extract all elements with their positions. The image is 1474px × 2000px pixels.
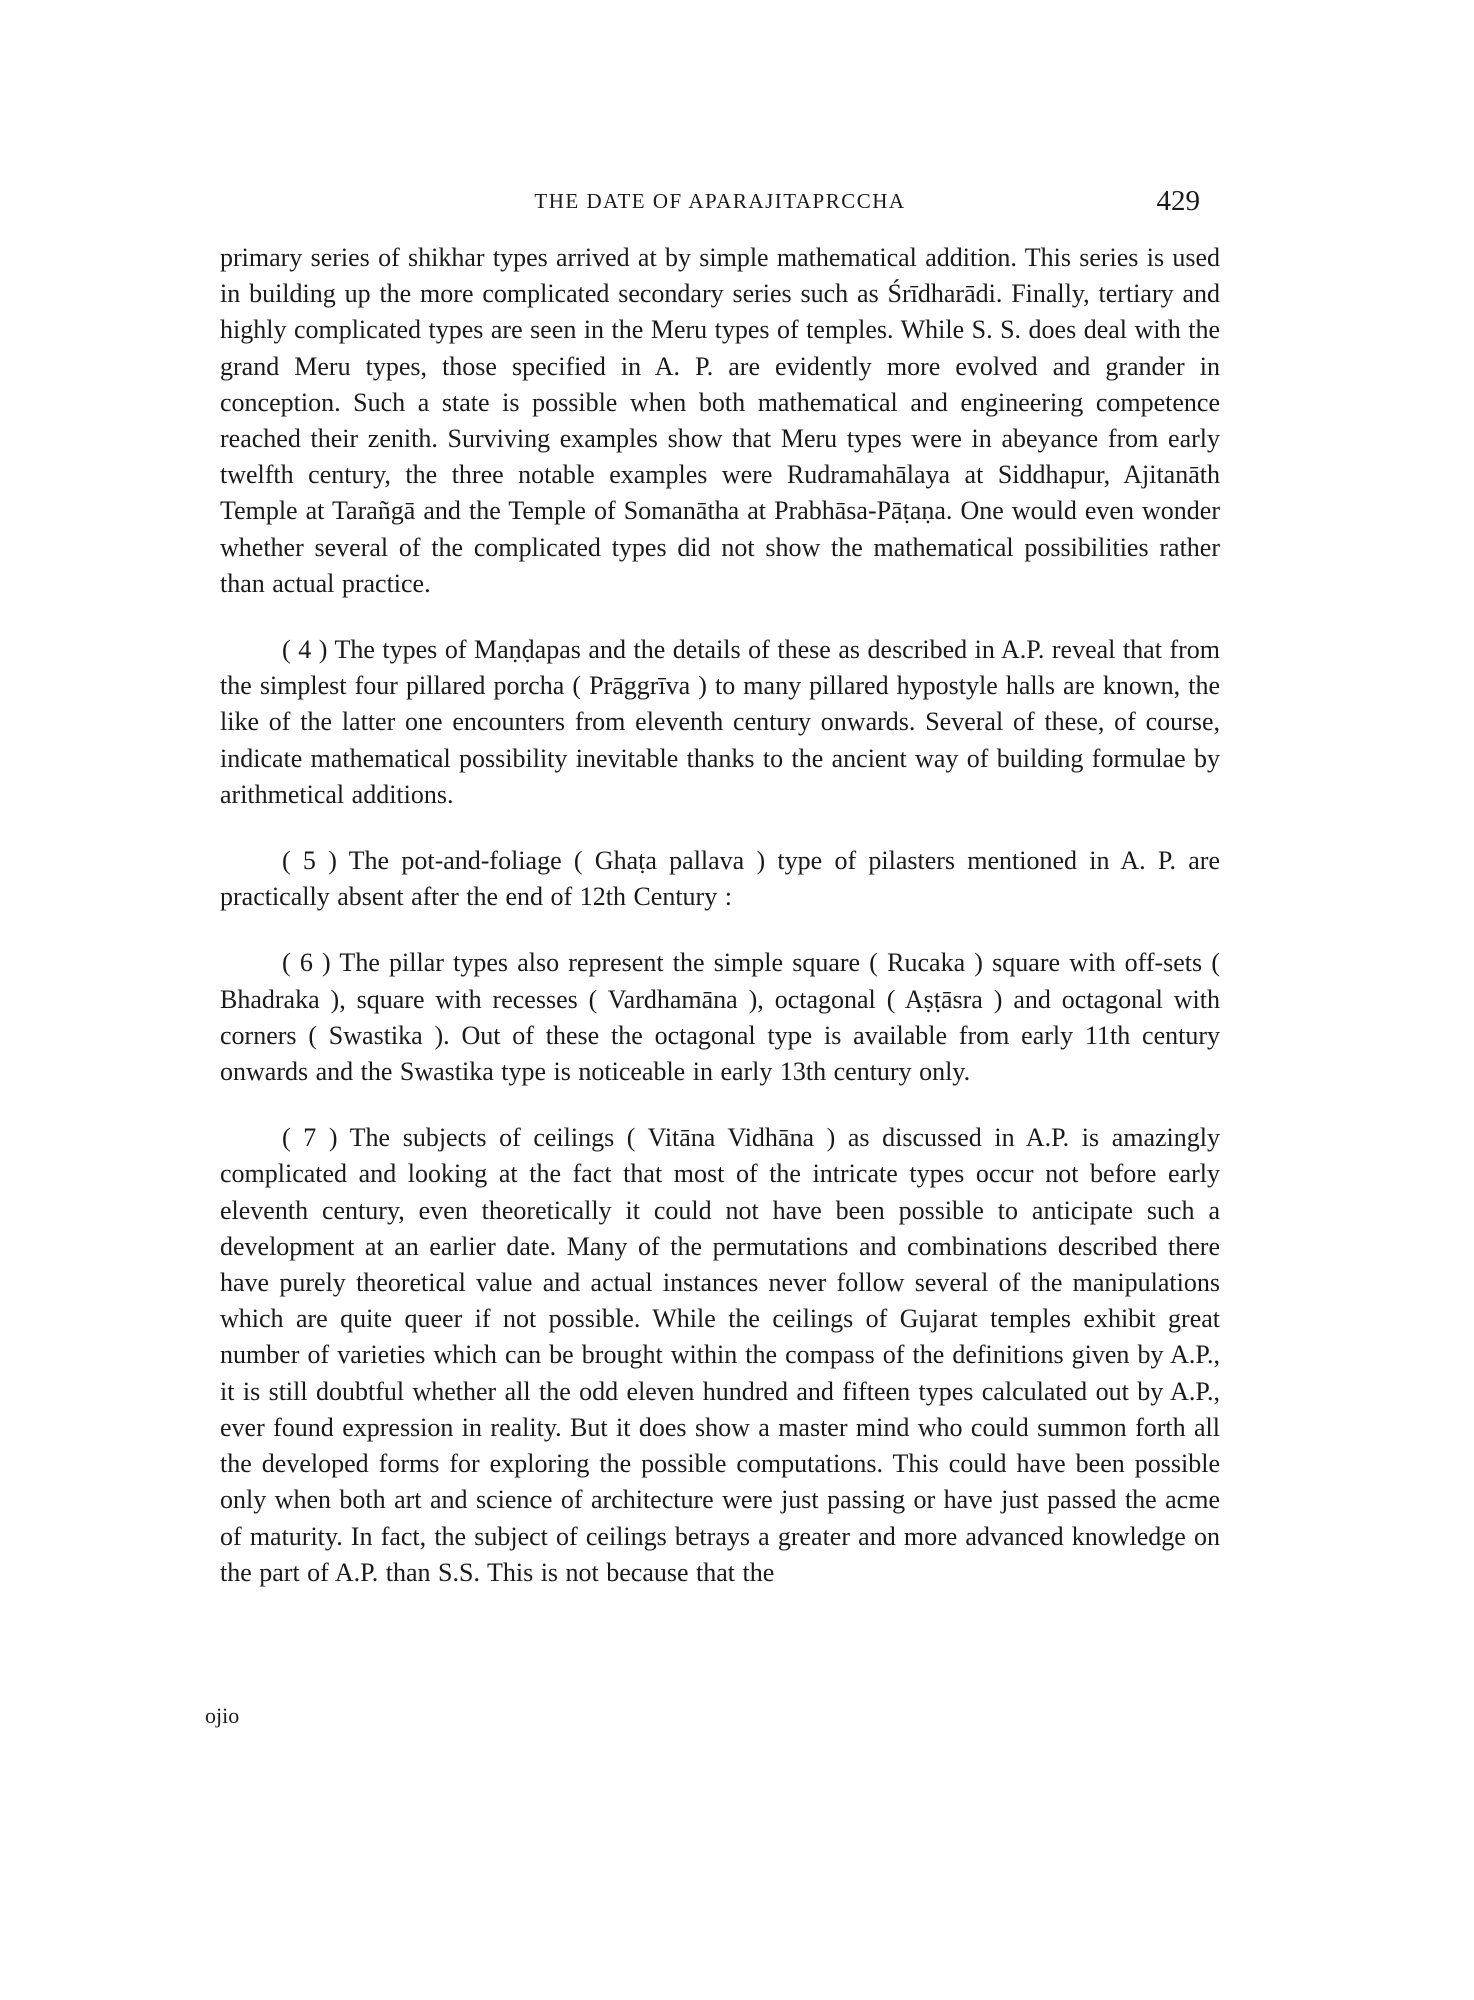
margin-mark: ojio: [205, 1703, 240, 1728]
running-head: [220, 185, 1220, 225]
running-title: THE DATE OF APARAJITAPRCCHA: [534, 189, 906, 213]
paragraph-ceilings: [220, 1120, 1220, 1591]
paragraph-mandapas: ( 4 ) The types of Maṇḍapas and the details of these as described in A.P. reveal that from the simplest four pillared porcha ( Prāggrīva ) to many pillared hypostyle halls are known, the like of the latter one encounters from eleventh century onwards. Several of these, of course, indicate mathematical possibility inevitable thanks to the ancient way of building formulae by arithmetical additions.: [220, 635, 1220, 809]
paragraph-pillar-types: ( 6 ) The pillar types also represent the simple square ( Rucaka ) square with off-sets ( Bhadraka ), square with recesses ( Vardhamāna ), octagonal ( Aṣṭāsra ) and octagonal with corners ( Swastika ). Out of these the octagonal type is available from early 11th century onwards and the Swastika type is noticeable in early 13th century only.: [220, 948, 1220, 1087]
paragraph-ghata-pallava: ( 5 ) The pot-and-foliage ( Ghaṭa pallava ) type of pilasters mentioned in A. P. are practically absent after the end of 12th Century :: [220, 846, 1220, 912]
paragraph-shikhar-series: primary series of shikhar types arrived at by simple mathematical addition. This series is used in building up the more complicated secondary series such as Śrīdharādi. Finally, tertiary and highly complicated types are seen in the Meru types of temples. While S. S. does deal with the grand Meru types, those specified in A. P. are evidently more evolved and grander in conception. Such a state is possible when both mathematical and engineering competence reached their zenith. Surviving examples show that Meru types were in abeyance from early twelfth century, the three notable examples were Rudramahālaya at Siddhapur, Ajitanāth Temple at Tarañgā and the Temple of Somanātha at Prabhāsa-Pāṭaṇa. One would even wonder whether several of the complicated types did not show the mathematical possibilities rather than actual practice.: [220, 243, 1220, 598]
body-text: [220, 240, 1220, 1591]
page-number: 429: [1156, 185, 1200, 217]
paragraph-ceilings-text: ( 7 ) The subjects of ceilings ( Vitāna Vidhāna ) as discussed in A.P. is amazingly complicated and looking at the fact that most of the intricate types occur not before early eleventh century, even theoretically it could not have been possible to anticipate such a development at an earlier date. Many of the permutations and combinations described there have purely theoretical value and actual instances never follow several of the manipulations which are quite queer if not possible. While the ceilings of Gujarat temples exhibit great number of varieties which can be brought within the compass of the definitions given by A.P., it is still doubtful whether all the odd eleven hundred and fifteen types calculated out by A.P., ever found expression in reality. But it does show a master mind who could summon forth all the developed forms for exploring the possible computations. This could have been possible only when both art and science of architecture were just passing or have just passed the acme of maturity. In fact, the subject of ceilings betrays a greater and more advanced knowledge on the part of A.P. than S.S. This is not because that the: [220, 1123, 1220, 1587]
